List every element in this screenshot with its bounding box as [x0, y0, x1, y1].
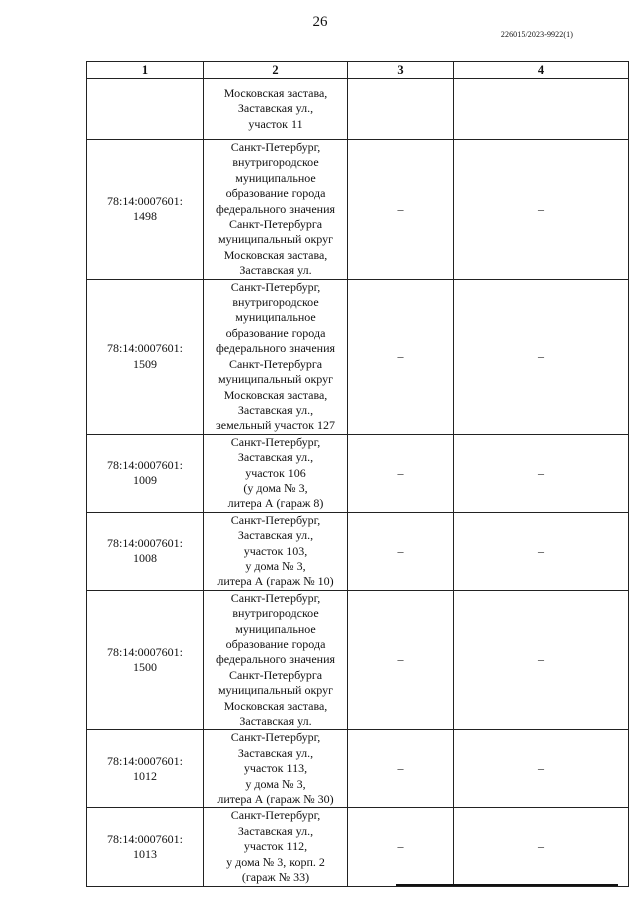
- address-cell: Санкт-Петербург, внутригородское муниципальное образование города федерального значения Санкт-Петербурга муниципальный округ Московская застава, Заставская ул.: [204, 140, 348, 280]
- table-row: [87, 140, 629, 280]
- cadastral-number-cell: 78:14:0007601: 1500: [87, 590, 204, 730]
- address-cell: Московская застава, Заставская ул., участок 11: [204, 79, 348, 140]
- table-row: [87, 512, 629, 590]
- table-row: [87, 434, 629, 512]
- column-header-3: 3: [348, 62, 454, 79]
- column-4-cell: –: [454, 279, 629, 434]
- table-row: [87, 730, 629, 808]
- table-header-row: [87, 62, 629, 79]
- column-3-cell: –: [348, 140, 454, 280]
- document-code: 226015/2023-9922(1): [500, 30, 573, 39]
- column-header-4: 4: [454, 62, 629, 79]
- column-3-cell: –: [348, 512, 454, 590]
- table-row: [87, 590, 629, 730]
- cadastral-number-cell: [87, 79, 204, 140]
- footer-signature-line: [396, 884, 618, 886]
- cadastral-number-cell: 78:14:0007601: 1009: [87, 434, 204, 512]
- column-4-cell: –: [454, 140, 629, 280]
- table-row: [87, 279, 629, 434]
- table-row: [87, 808, 629, 886]
- column-4-cell: –: [454, 434, 629, 512]
- column-4-cell: –: [454, 808, 629, 886]
- column-4-cell: [454, 79, 629, 140]
- column-3-cell: –: [348, 590, 454, 730]
- table-row: [87, 79, 629, 140]
- address-cell: Санкт-Петербург, внутригородское муниципальное образование города федерального значения Санкт-Петербурга муниципальный округ Московская застава, Заставская ул.: [204, 590, 348, 730]
- column-4-cell: –: [454, 590, 629, 730]
- column-header-2: 2: [204, 62, 348, 79]
- column-3-cell: –: [348, 434, 454, 512]
- column-3-cell: –: [348, 279, 454, 434]
- column-4-cell: –: [454, 730, 629, 808]
- cadastral-number-cell: 78:14:0007601: 1013: [87, 808, 204, 886]
- address-cell: Санкт-Петербург, Заставская ул., участок 103, у дома № 3, литера А (гараж № 10): [204, 512, 348, 590]
- address-cell: Санкт-Петербург, внутригородское муниципальное образование города федерального значения Санкт-Петербурга муниципальный округ Московская застава, Заставская ул., земельный участок 127: [204, 279, 348, 434]
- cadastral-number-cell: 78:14:0007601: 1008: [87, 512, 204, 590]
- column-3-cell: –: [348, 730, 454, 808]
- cadastral-number-cell: 78:14:0007601: 1498: [87, 140, 204, 280]
- column-header-1: 1: [87, 62, 204, 79]
- column-3-cell: –: [348, 808, 454, 886]
- registry-table: [86, 61, 629, 887]
- address-cell: Санкт-Петербург, Заставская ул., участок 113, у дома № 3, литера А (гараж № 30): [204, 730, 348, 808]
- cadastral-number-cell: 78:14:0007601: 1012: [87, 730, 204, 808]
- address-cell: Санкт-Петербург, Заставская ул., участок 112, у дома № 3, корп. 2 (гараж № 33): [204, 808, 348, 886]
- address-cell: Санкт-Петербург, Заставская ул., участок 106 (у дома № 3, литера А (гараж 8): [204, 434, 348, 512]
- column-4-cell: –: [454, 512, 629, 590]
- column-3-cell: [348, 79, 454, 140]
- page-number: 26: [312, 14, 328, 30]
- cadastral-number-cell: 78:14:0007601: 1509: [87, 279, 204, 434]
